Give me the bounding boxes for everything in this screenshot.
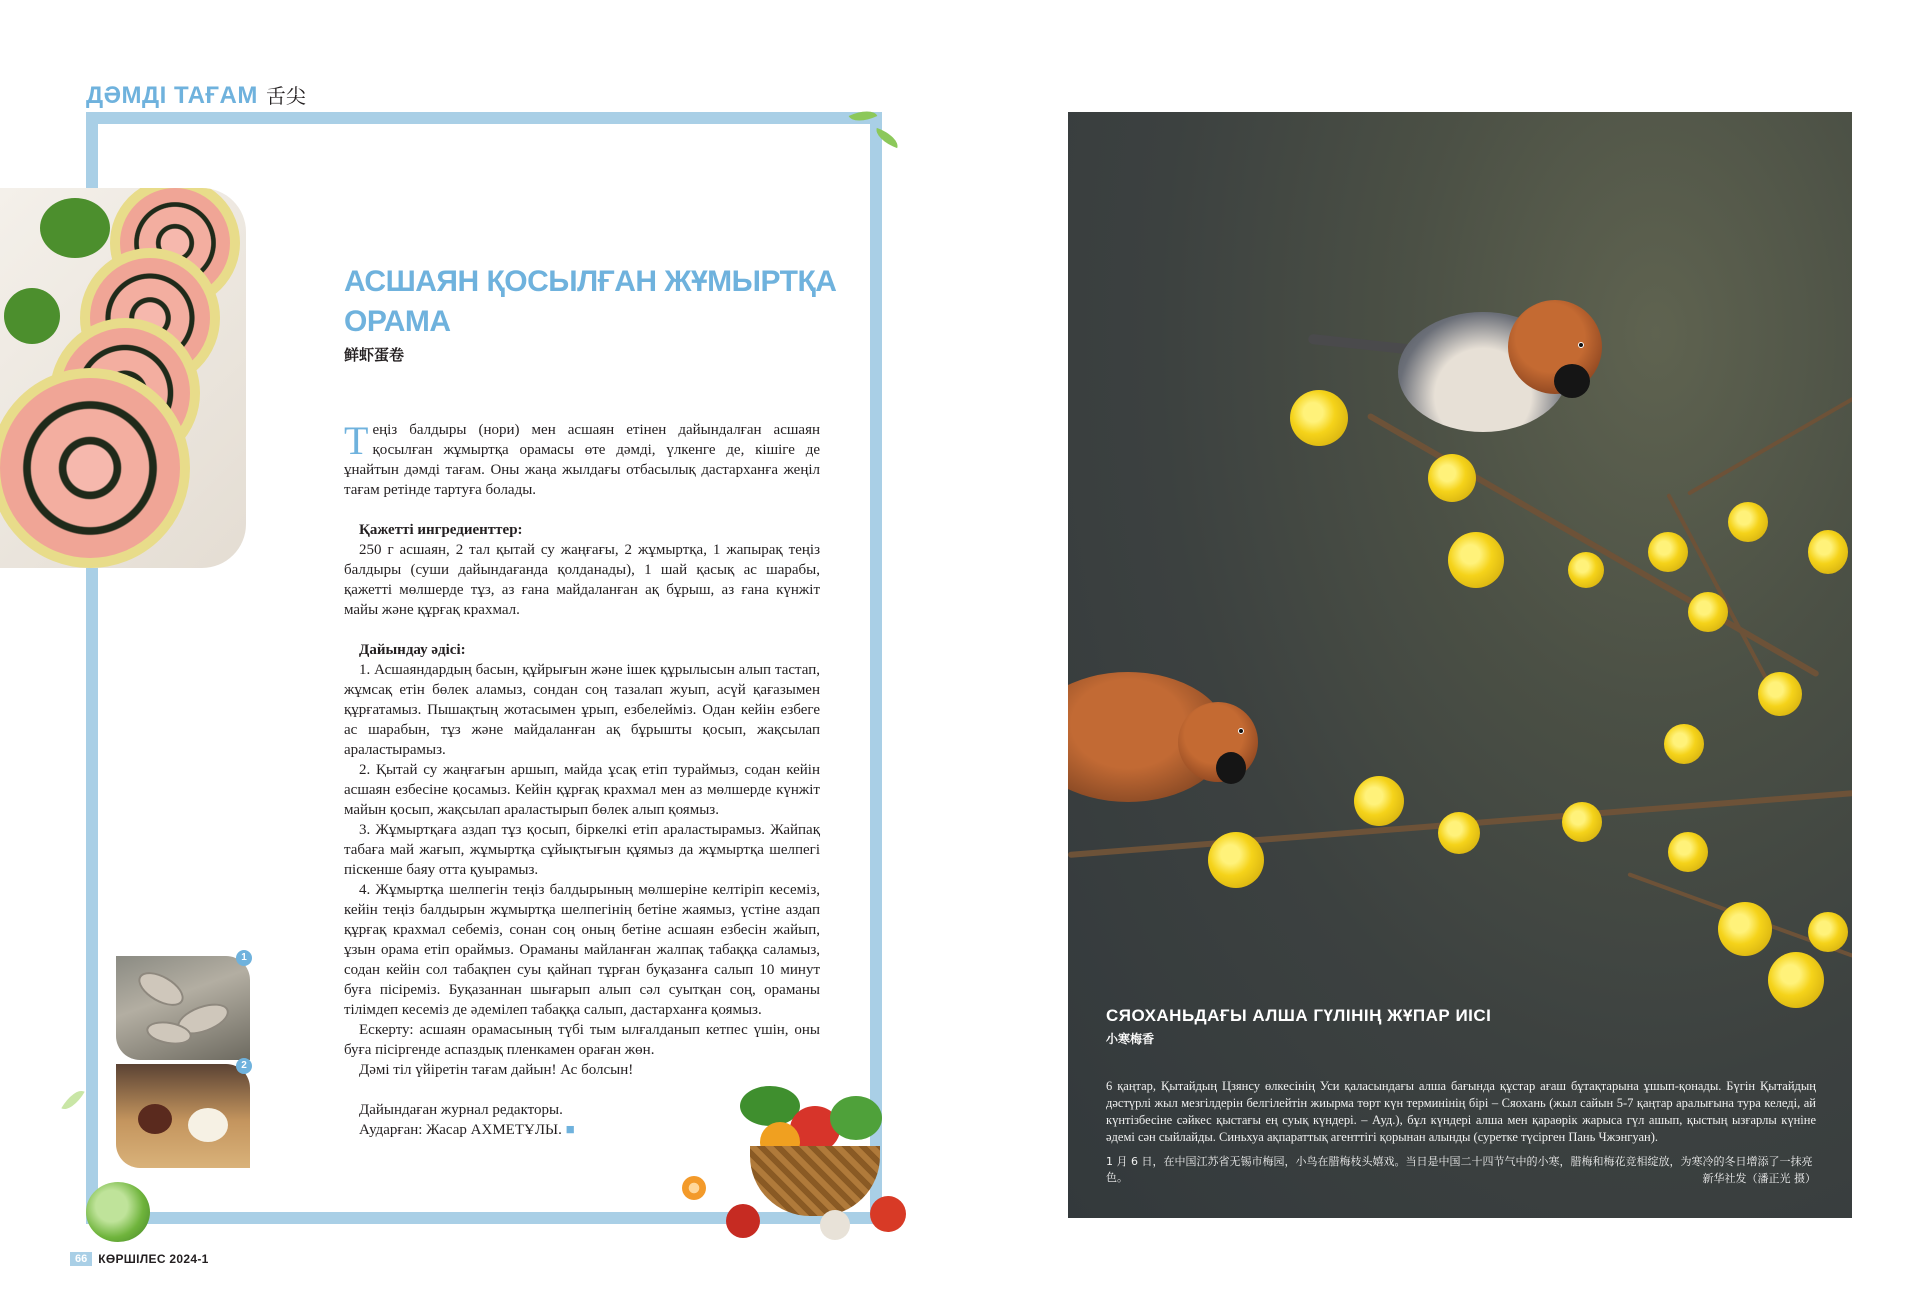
basket-weave: [750, 1146, 880, 1216]
wintersweet-flower: [1668, 832, 1708, 872]
photo-caption: 6 қаңтар, Қытайдың Цзянсу өлкесінің Уси қаласындағы алша бағында құстар ағаш бұтақтарына ұшып-қонады. Бүгін Қытайдың дәстүрлі жыл мезгілдерін белгілейтін жиырма төрт күн терминінің бірі – Сяохань (жыл сайын 5-7 қаңтар аралығына тура келеді, ай күнтізбесіне сәйкес қыстағы ең суық күндері. – Ауд.), бұл күндері алша мен қараөрік жарыса гүл ашып, қыстың ызғарлы күніне әдемі сән сыйлайды. Синьхуа ақпараттық агенттігі қорынан алынды (суретке түсірген Пань Чжэнгуан).: [1106, 1079, 1816, 1144]
section-title-cn: 舌尖: [265, 84, 306, 108]
ingredients-heading: Қажетті ингредиенттер:: [359, 522, 523, 538]
wintersweet-flower: [1428, 454, 1476, 502]
magazine-name: КӨРШІЛЕС 2024-1: [98, 1252, 209, 1266]
method-step: 3. Жұмыртқаға аздап тұз қосып, біркелкі етіп араластырамыз. Жайпақ табаға май жағып, жұмыртқа сұйықтығын құямыз да жұмыртқа шелпегі піскенше баяу отта қуырамыз.: [344, 822, 820, 878]
step-number-badge: 1: [236, 950, 252, 966]
bird-bib: [1554, 364, 1590, 398]
note-text: Ескерту: асшаян орамасының түбі тым ылғалданып кетпес үшін, оны буға пісіргенде аспаздық пленкамен ораған жөн.: [344, 1022, 820, 1058]
wintersweet-flower: [1208, 832, 1264, 888]
cilantro-garnish: [4, 288, 60, 344]
cilantro-garnish: [40, 198, 110, 258]
wintersweet-flower: [1562, 802, 1602, 842]
step-photo-ingredients: [116, 1064, 250, 1168]
method-heading: Дайындау әдісі:: [359, 642, 466, 658]
closing-text: Дәмі тіл үйіретін тағам дайын! Ас болсын!: [359, 1062, 634, 1078]
recipe-body: [344, 420, 820, 1140]
photo-title: СЯОХАНЬДАҒЫ АЛША ГҮЛІНІҢ ЖҰПАР ИІСІ: [1106, 1006, 1492, 1025]
wintersweet-flower: [1354, 776, 1404, 826]
credit-editor: Дайындаған журнал редакторы.: [359, 1102, 563, 1118]
end-mark: ■: [565, 1122, 575, 1138]
shrimp: [133, 965, 189, 1013]
wintersweet-flower: [1438, 812, 1480, 854]
vegetable-basket: [720, 1086, 910, 1246]
page-folio: [70, 1252, 209, 1266]
wintersweet-flower: [1448, 532, 1504, 588]
photo-credit: 新华社发（潘正光 摄）: [1702, 1172, 1816, 1185]
step-number-badge: 2: [236, 1058, 252, 1074]
egg-roll-slice: [0, 368, 190, 568]
wintersweet-flower: [1688, 592, 1728, 632]
orange-slice: [682, 1176, 706, 1200]
wintersweet-flower: [1808, 530, 1848, 574]
recipe-title: АСШАЯН ҚОСЫЛҒАН ЖҰМЫРТҚА ОРАМА: [344, 265, 837, 338]
photo-caption-cn: 1 月 6 日，在中国江苏省无锡市梅园，小鸟在腊梅枝头嬉戏。当日是中国二十四节气中的小寒，腊梅和梅花竞相绽放，为寒冷的冬日增添了一抹亮色。: [1106, 1155, 1813, 1184]
bird-eye: [1238, 728, 1244, 734]
wintersweet-flower: [1768, 952, 1824, 1008]
wintersweet-flower: [1718, 902, 1772, 956]
intro-paragraph: [344, 420, 820, 500]
step-photo-shrimp: [116, 956, 250, 1060]
wintersweet-flower: [1808, 912, 1848, 952]
recipe-title-cn: 鲜虾蛋卷: [344, 346, 405, 364]
wintersweet-flower: [1568, 552, 1604, 588]
vegetable: [820, 1210, 850, 1240]
leaf-decoration: [61, 1086, 84, 1115]
credit-translator: Аударған: Жасар АХМЕТҰЛЫ. ■: [359, 1122, 575, 1138]
method-step: 2. Қытай су жаңғағын аршып, майда ұсақ етіп тураймыз, содан кейін асшаян езбесіне қосамыз. Кейін құрғақ крахмал мен аз мөлшерде күнжіт майын қосып, жақсылап араластырып бөлек алып қоямыз.: [344, 762, 820, 818]
section-header: [86, 80, 306, 110]
vegetable: [726, 1204, 760, 1238]
vegetable: [870, 1196, 906, 1232]
wintersweet-flower: [1664, 724, 1704, 764]
wintersweet-flower: [1728, 502, 1768, 542]
drop-cap: Т: [344, 418, 369, 463]
section-title: ДӘМДІ ТАҒАМ: [86, 82, 258, 109]
intro-text: еңіз балдыры (нори) мен асшаян етінен дайындалған асшаян қосылған жұмыртқа орамасы өте дәмді, үлкенге де, кішіге де ұнайтын дәмді тағам. Оны жаңа жылдағы отбасылық дастарханға жеңіл тағам ретінде тартуға болады.: [344, 422, 820, 498]
wintersweet-flower: [1290, 390, 1348, 446]
bird-bib: [1216, 752, 1246, 784]
egg-roll-photo: [0, 188, 246, 568]
branch: [1687, 392, 1852, 495]
ingredients-text: 250 г асшаян, 2 тал қытай су жаңғағы, 2 жұмыртқа, 1 жапырақ теңіз балдыры (суши дайындағанда қолданады), 1 шай қасық ас шарабы, қажетті мөлшерде тұз, аз ғана майдаланған ақ бұрыш, аз ғана күнжіт майы және құрғақ крахмал.: [344, 542, 820, 618]
water-chestnut: [138, 1104, 172, 1134]
bird-eye: [1578, 342, 1584, 348]
photo-title-cn: 小寒梅香: [1106, 1032, 1155, 1046]
bird-photo: [1068, 112, 1852, 1218]
wintersweet-flower: [1758, 672, 1802, 716]
page-number: 66: [70, 1252, 92, 1266]
lettuce-decoration: [86, 1182, 150, 1242]
egg: [188, 1108, 228, 1142]
method-step: 1. Асшаяндардың басын, құйрығын және ішек құрылысын алып тастап, жұмсақ етін бөлек аламыз, сондан соң тазалап жуып, асүй қағазымен құрғатамыз. Пышақтың жотасымен ұрып, езбелейміз. Одан кейін езбеге ас шарабын, тұз және майдаланған ақ бұрышты қосып, жақсылап араластырамыз.: [344, 662, 820, 758]
vegetable: [830, 1096, 882, 1140]
method-step: 4. Жұмыртқа шелпегін теңіз балдырының мөлшеріне келтіріп кесеміз, кейін теңіз балдырын жұмыртқа шелпегінің бетіне жаямыз, үстіне аздап құрғақ крахмал себеміз, сонан соң оның бетіне асшаян езбесін жайып, ұзын орама етіп ораймыз. Ораманы майланған жалпақ табаққа саламыз, содан кейін сол табақпен суы қайнап тұрған буқазанға салып 10 минут буға пісіреміз. Буқазаннан шығарып алып сәл суытқан соң, ораманы тілімдеп кесеміз де әдемілеп табаққа салып, дастарханға қоямыз.: [344, 882, 820, 1018]
wintersweet-flower: [1648, 532, 1688, 572]
branch: [1367, 412, 1820, 677]
